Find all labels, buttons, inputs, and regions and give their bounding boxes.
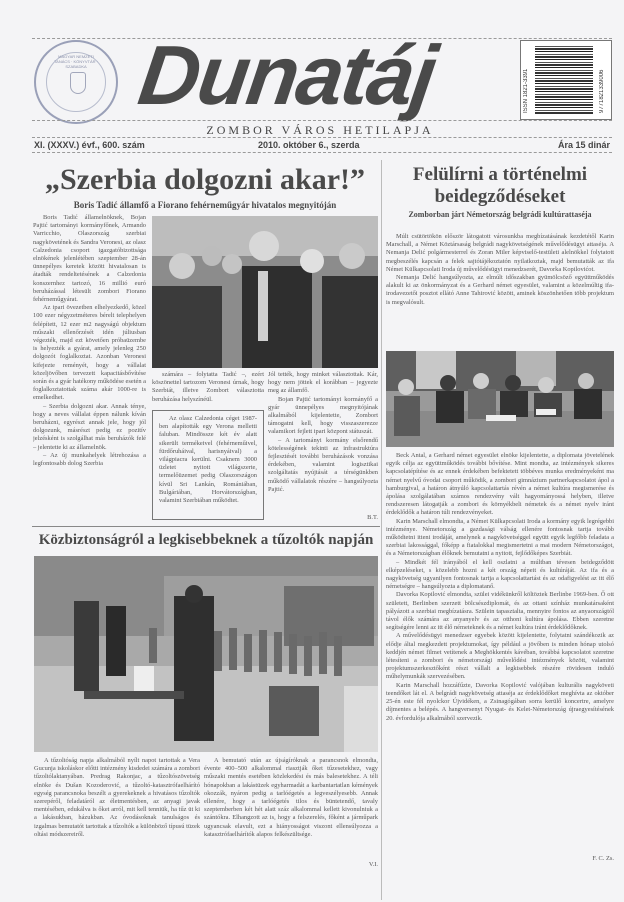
article2-subheadline: Zomborban járt Németország belgrádi kultúrattaséja: [408, 210, 592, 219]
article-divider: [32, 526, 380, 527]
article1-column2-top: [152, 371, 264, 407]
article2-intro: [386, 233, 614, 347]
article1-paragraph: Boris Tadić államelnöknek, Bojan Pajtić tartományi kormányfőnek, Armando Varricchio, Olaszország szerbiai nagykövetének és Sandra Veronesi, az olasz Calzedonia csoport igazgatóbizottsága elnökének jelenlétében szeptember 28-án ünnepélyes keretek között hivatalosan is átadták rendeltetésének a Calzedonia konszernhez tartozó, 16 millió euró beruházással létesült zombori Fiorano fehérneműgyárat.: [33, 214, 146, 304]
article3-headline: Közbiztonságról a legkisebbeknek a tűzoltók napján: [38, 532, 374, 548]
photo-firefighters-icon: [34, 556, 378, 752]
article2-paragraph: Karin Marschall hozzáfűzte, Davorka Kopilović valójában kulturális nagyköveti teendőket lát el. A belgrádi nagykövetség attaséja az érdeklődőket meghívta az október 25-én este fél nyolckor Újvidéken, a Zsinagógában sorra kerülő koncertre, amelyre díjmentes a belépés. A hangversenyt Nyugat- és Kelet-Németország újraegyesítésének 20. évfordulója alkalmából szervezik.: [386, 681, 614, 722]
article1-paragraph: – A tartományi kormány elsőrendű kötelességének tekinti az infrastruktúra fejlesztését további beruházások vonzása érdekében, valamint logisztikai szolgáltatás nyújtását a térségünkben működő vállalatok részére – hangsúlyozta Pajtić.: [268, 436, 378, 493]
article2-paragraph: Beck Antal, a Gerhard német egyesület elnöke kijelentette, a diplomata jövetelének egyik célja az együttműködés további bővítése. Mint mondta, az intézmények sikeres kapcsolatépítése és az ennek érdekében befektetett többéves munka eredményeként ma német nyelvű óvodai csoport működik, a zombori gimnázium partnerkapcsolatot ápol a hamburgival, a határon átnyúló kapcsolattartás révén a német kultúra megismerése és ápolása szolgálatában számos rendezvény vált hagyományossá helyben, illetve rendszeresen látogatják a zombori és környékbeli németek és a német nyelv iránt érdeklődők a határon túli rendezvényeket.: [386, 452, 614, 517]
article1-column3: [268, 371, 378, 519]
article2-paragraph: – Mindkét fél irányából el kell oszlatni a múltban tévesen beidegződött elképzeléseket, s közelebb hozni a két ország népeit és kultúráját. Az ifa és a nagykövetség ugyanilyen fontosnak tartja a kapcsolattartást és az odafigyelést az itt élő németségre – hangsúlyozta a diplomatanő.: [386, 558, 614, 591]
coat-of-arms-icon: [70, 72, 86, 94]
article1-column1: [33, 214, 146, 526]
issue-price: Ára 15 dinár: [557, 140, 610, 150]
masthead-mid-rule: [32, 120, 612, 121]
article3-photo: [34, 556, 378, 752]
calzedonia-info-box: [152, 410, 264, 520]
article3-signature: V.I.: [368, 861, 378, 868]
stamp-text: MAGYAR NEMZETI TANÁCS · KÖNYVTÁR · SZABADKA: [54, 54, 98, 69]
article1-paragraph: számára – folytatta Tadić –, ezért köszönettel tartozom Veronesi úrnak, hogy Szerbiát, illetve Zombort választotta beruházása helyszínéül.: [152, 371, 264, 403]
article1-subheadline: Boris Tadić államfő a Fiorano fehérneműgyár hivatalos megnyitóján: [73, 200, 337, 210]
article3-paragraph: A tűzoltóság napja alkalmából nyílt napot tartottak a Vera Gucunja iskoláskor előtti intézmény kisdedei számára a zombori tűzoltólaktanyában. Predrag Rakonjac, a tűzoltószövetség elnöke és Dušan Kozoderović, a tűzoltó-katasztrófaelhárító egység parancsnoka beszélt a gyerekeknek a hivatásos tűzoltók szerepéről, feladatáról az életmentésben, az anyagi javak mentésében, edukálva is őket arról, mit kell tenniük, ha tűz üt ki a lakásukban, házukban. Az óvodásoknak tanulságos és izgalmas bemutatót tartottak a tűzoltók a különböző típusú tüzek oltási módszereiről.: [34, 757, 200, 838]
infobar-bottom-rule: [32, 152, 612, 153]
photo-officials-icon: [152, 216, 378, 368]
newspaper-logo: Dunatáj: [133, 28, 441, 122]
issue-date: 2010. október 6., szerda: [258, 140, 360, 150]
article2-paragraph: A művelődésügyi menedzser egyebek között kijelentette, folytatni szándékozik az elődje által megkezdett projektumokat, így például a jövőben is minden hónap utolsó keddjén német filmet vetítenek a Meghökkentés kávéban, továbbá kapcsolatot szeretne létesíteni a zombori és németországi művelődési intézmények között, valamint projektumszerkesztőként részt vállalt a legkisebbek részére rövidesen induló műhelymunkák szervezésében.: [386, 632, 614, 681]
article2-paragraph: Karin Marschall elmondta, a Német Külkapcsolati Iroda a kormány egyik legrégebbi intézménye. Németország a gazdasági válság ellenére fontosnak tartja tovább működtetni itteni irodáját, amelynek a nagykövetséggel együtt egyik legfőbb feladata a szerbiai lakossággal, főképp a fiatalokkal megismertetni a mai modern Németországot, és a Németországban élőknek bemutatni a nyitott, fejlődőképes Szerbiát.: [386, 517, 614, 558]
article1-paragraph: Bojan Pajtić tartományi kormányfő a gyár ünnepélyes megnyitójának alkalmából kijelentette, Zombort támogatni kell, hogy visszaszerezze valamikori fejlett ipari központ státuszát.: [268, 395, 378, 436]
article1-paragraph: Jól tették, hogy minket választottak. Kár, hogy nem jöttek el korábban – jegyezte meg az államfő.: [268, 371, 378, 395]
article2-paragraph: Nemanja Delić hangsúlyozta, az elmúlt időszakban gyümölcsöző együttműködés alakult ki az önkormányzat és a Gerhard német egyesület, valamint a közelmúltig ifa-irodavezetői posztot ellátó Anne Tahirović között, aminek köszönhetően több projektum is megvalósult.: [386, 274, 614, 306]
infobar-top-rule: [32, 137, 612, 138]
issue-number: XI. (XXXV.) évf., 600. szám: [34, 140, 145, 150]
photo-meeting-icon: [386, 351, 614, 447]
article1-paragraph: Az ipari övezetben elhelyezkedő, közel 100 ezer négyzetméteres bérelt telephelyen felépített, 12 ezer m2 nagyságú objektum műszaki ellenőrzését idén júliusban végezték, majd ezt követően próbaüzembe is helyezték a gyárat, amely jelenleg 250 dolgozót foglalkoztat. Azonban Veronesi kifejezte reményét, hogy a vállalat közeljövőben tervezett kapacitásbővítése során és a gyár hatékony működése esetén a foglalkoztatottak száma akár 1000-re is emelkedhet.: [33, 304, 146, 402]
article2-photo: [386, 351, 614, 447]
article1-headline: „Szerbia dolgozni akar!”: [45, 163, 365, 196]
article2-paragraph: Davorka Kopilović elmondta, szülei vidékünkről költöztek Berlinbe 1969-ben. Ő ott született, Berlinben szerzett bölcsészdiplomát, és az ottani színház munkatársaként pályázott a szerbiai megbízatásra. Szülein tapasztalta, mennyire fontos az anyaországtól távol élők számára az anyanyelv és az otthoni kultúra ápolása. Ebben szeretne segítségére lenni az itt élő németeknek és a német kultúra iránt érdeklődőknek.: [386, 591, 614, 632]
box-text: Az olasz Calzedonia céget 1987-ben alapították egy Verona melletti faluban. Mindössze két év alatt sikerült termékeivel (fehérneműivel, fürdőruháival, harisnyáival) a világpiacra kerülni. Csaknem 3000 üzletet nyitott világszerte, termelőüzemet pedig Olaszországon kívül Sri Lankán, Romániában, Bulgáriában, Horvátországban, valamint Szerbiában működtet.: [159, 415, 257, 505]
article1-photo: [152, 216, 378, 368]
article1-signature: B.T.: [367, 514, 378, 521]
article1-paragraph: – Az új munkahelyek létrehozása a legfontosabb dolog Szerbia: [33, 451, 146, 468]
barcode: [520, 40, 612, 120]
article2-signature: F. C. Zs.: [592, 855, 614, 862]
article2-headline: Felülírni a történelmi beidegződéseket: [412, 164, 588, 207]
article3-paragraph: A bemutató után az újságíróknak a parancsnok elmondta, évente 400–500 alkalommal riasztják őket tűzesetekhez, vagy műszaki mentés esetében közlekedési és más balesetekhez. A téli hónapokban a lakástüzek egyharmadát a karbantartatlan kémények okozzák, nyáron pedig a tarlóégetés a legveszélyesebb. Annak ellenére, hogy a tarlóégetés tilos és büntetendő, tavaly szeptemberben két hét alatt száz alkalommal kellett kivonulniuk a szántókra. Elhangzott az is, hogy a felszerelés, főként a járműpark ugyancsak elavult, ezt a hiányosságot viszont ellensúlyozza a katasztrófaelhárítók alapos felkészültsége.: [204, 757, 378, 838]
barcode-bars-icon: [535, 46, 593, 114]
issn-label: ISSN 1821-3391: [523, 68, 529, 113]
newspaper-subtitle: ZOMBOR VÁROS HETILAPJA: [206, 123, 434, 137]
article1-paragraph: – Szerbia dolgozni akar. Annak ténye, hogy a neves vállalat éppen nálunk kíván beruházni, egyrészt annak jele, hogy jól dolgozunk, másrészt pedig ez pozitív jelzésként is szolgálhat más beruházók felé – jelentette ki az államelnök.: [33, 402, 146, 451]
article2-paragraph: Múlt csütörtökön először látogatott városunkba megbízatásának kezdetétől Karin Marschall, a Német Köztársaság belgrádi nagykövetségének művelődésügyi attaséja. A Nemanja Delić polgármesterrel és Zoran Miler képviselő-testületi alelnökkel folytatott megbeszélés kapcsán a felek sajtótájékoztatón nyilatkoztak, majd bemutatták az ifa Német Külkapcsolati Iroda új művelődésügyi menedzserét, Davorka Kopilovićot.: [386, 233, 614, 273]
article3-column1: [34, 757, 200, 877]
library-stamp: [34, 40, 118, 124]
article2-body: [386, 452, 614, 872]
barcode-number: 9771821339006: [599, 69, 605, 113]
article3-column2: [204, 757, 378, 869]
column-divider: [381, 160, 382, 900]
